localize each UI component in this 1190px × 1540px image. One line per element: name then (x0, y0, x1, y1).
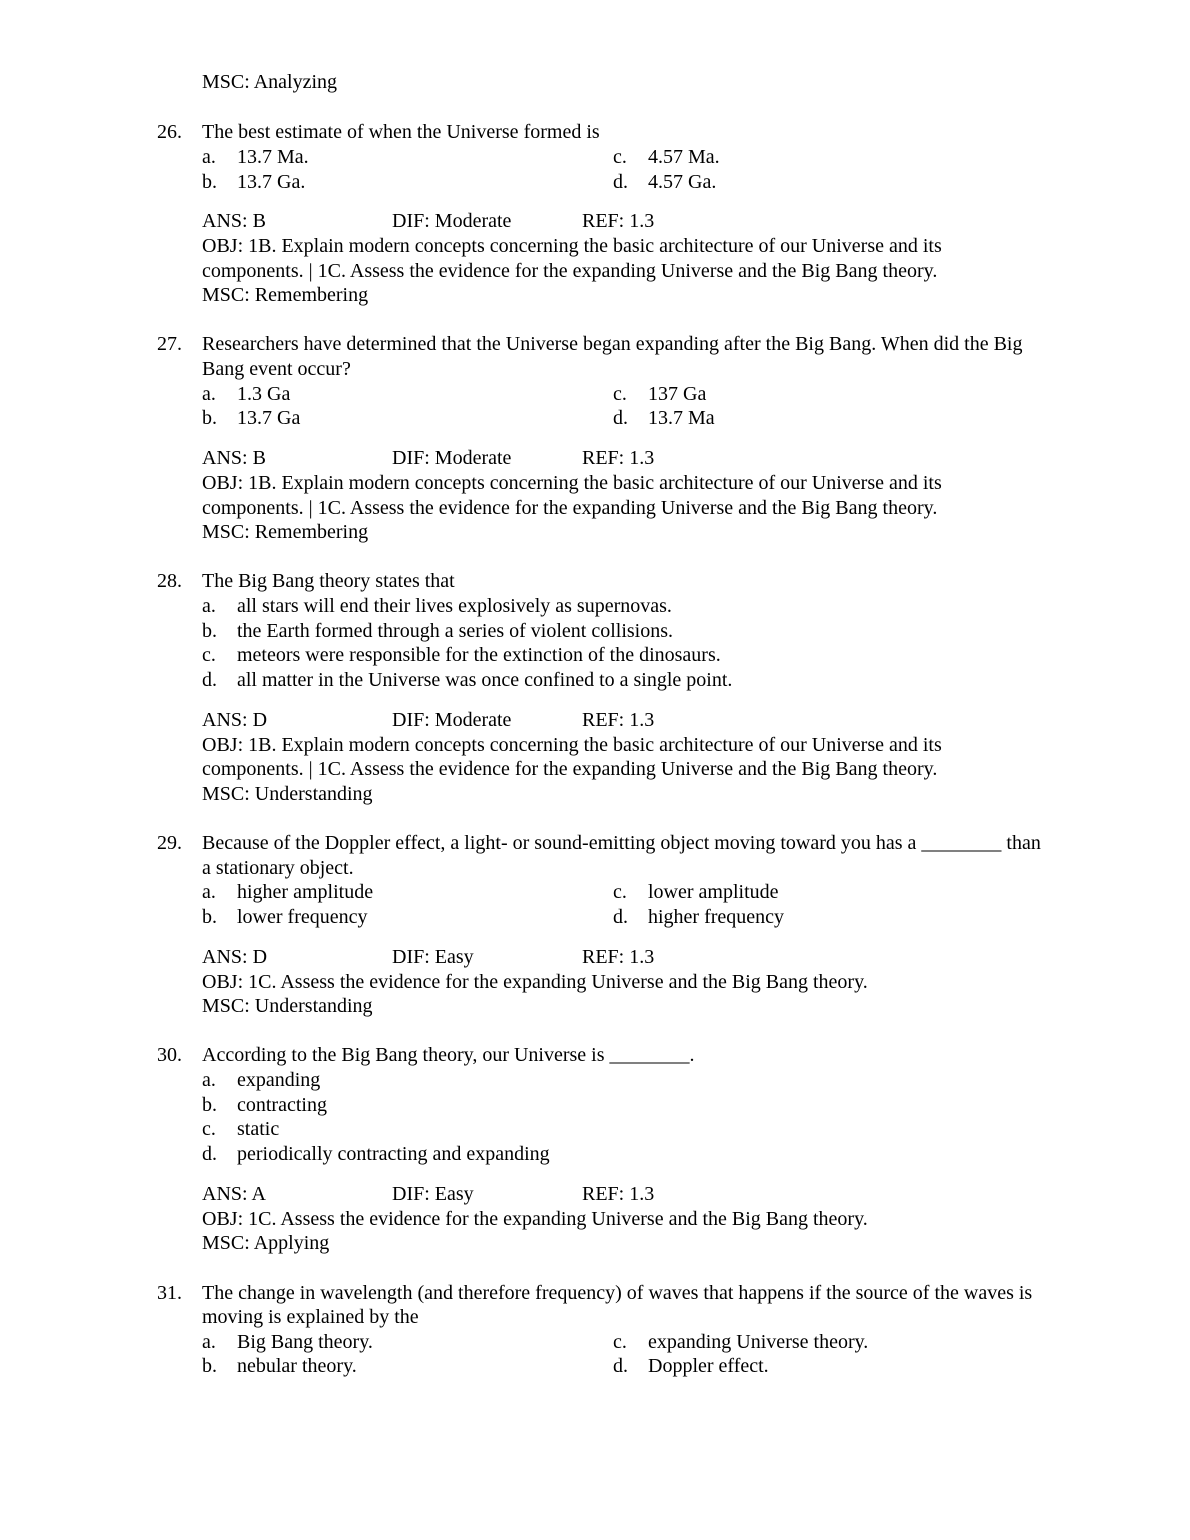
question-stem: According to the Big Bang theory, our Universe is ________. (202, 1044, 695, 1066)
msc: MSC: Applying (202, 1232, 330, 1254)
option-d: d. Doppler effect. (613, 1355, 769, 1377)
option-c: c. 4.57 Ma. (613, 146, 720, 168)
msc: MSC: Remembering (202, 284, 369, 306)
option-c: c. expanding Universe theory. (613, 1331, 869, 1353)
objective-line-2: components. | 1C. Assess the evidence for the expanding Universe and the Big Bang theory. (202, 497, 938, 519)
option-c: c. lower amplitude (613, 881, 779, 903)
reference: REF: 1.3 (582, 946, 655, 968)
option-c: c. 137 Ga (613, 383, 707, 405)
question-stem-line-2: moving is explained by the (202, 1306, 419, 1328)
answer: ANS: A (202, 1183, 266, 1205)
answer: ANS: B (202, 447, 266, 469)
question-number: 29. (157, 832, 182, 854)
objective-line-2: components. | 1C. Assess the evidence for the expanding Universe and the Big Bang theory. (202, 260, 938, 282)
objective-line-1: OBJ: 1C. Assess the evidence for the expanding Universe and the Big Bang theory. (202, 971, 868, 993)
answer: ANS: D (202, 709, 268, 731)
difficulty: DIF: Easy (392, 1183, 474, 1205)
difficulty: DIF: Moderate (392, 210, 512, 232)
msc: MSC: Remembering (202, 521, 369, 543)
difficulty: DIF: Easy (392, 946, 474, 968)
reference: REF: 1.3 (582, 1183, 655, 1205)
option-b: b. 13.7 Ga (202, 407, 301, 429)
option-b: b. lower frequency (202, 906, 368, 928)
difficulty: DIF: Moderate (392, 447, 512, 469)
option-a: a. 13.7 Ma. (202, 146, 309, 168)
question-stem: The best estimate of when the Universe formed is (202, 121, 600, 143)
top-msc: MSC: Analyzing (202, 71, 338, 93)
option-b: b. nebular theory. (202, 1355, 357, 1377)
option-a: a. higher amplitude (202, 881, 374, 903)
objective-line-1: OBJ: 1B. Explain modern concepts concerning the basic architecture of our Universe and its (202, 472, 942, 494)
option-c: c. meteors were responsible for the extinction of the dinosaurs. (202, 644, 721, 666)
option-d: d. 4.57 Ga. (613, 171, 717, 193)
answer: ANS: D (202, 946, 268, 968)
option-d: d. 13.7 Ma (613, 407, 715, 429)
option-a: a. 1.3 Ga (202, 383, 291, 405)
question-number: 26. (157, 121, 182, 143)
option-c: c. static (202, 1118, 280, 1140)
msc: MSC: Understanding (202, 995, 373, 1017)
option-d: d. periodically contracting and expanding (202, 1143, 550, 1165)
question-number: 31. (157, 1282, 182, 1304)
objective-line-1: OBJ: 1B. Explain modern concepts concerning the basic architecture of our Universe and its (202, 235, 942, 257)
question-stem-line-1: Because of the Doppler effect, a light- or sound-emitting object moving toward you has a ________ than (202, 832, 1041, 854)
answer: ANS: B (202, 210, 266, 232)
option-b: b. 13.7 Ga. (202, 171, 306, 193)
option-a: a. all stars will end their lives explosively as supernovas. (202, 595, 672, 617)
question-number: 28. (157, 570, 182, 592)
question-stem-line-1: The change in wavelength (and therefore frequency) of waves that happens if the source of the waves is (202, 1282, 1033, 1304)
option-d: d. higher frequency (613, 906, 785, 928)
question-stem-line-2: a stationary object. (202, 857, 354, 879)
option-b: b. contracting (202, 1094, 327, 1116)
option-b: b. the Earth formed through a series of violent collisions. (202, 620, 674, 642)
reference: REF: 1.3 (582, 447, 655, 469)
objective-line-2: components. | 1C. Assess the evidence for the expanding Universe and the Big Bang theory. (202, 758, 938, 780)
question-stem-line-1: Researchers have determined that the Universe began expanding after the Big Bang. When did the Big (202, 333, 1023, 355)
question-number: 30. (157, 1044, 182, 1066)
msc: MSC: Understanding (202, 783, 373, 805)
question-number: 27. (157, 333, 182, 355)
question-stem-line-2: Bang event occur? (202, 358, 351, 380)
question-stem: The Big Bang theory states that (202, 570, 455, 592)
option-a: a. expanding (202, 1069, 321, 1091)
objective-line-1: OBJ: 1B. Explain modern concepts concerning the basic architecture of our Universe and its (202, 734, 942, 756)
option-d: d. all matter in the Universe was once confined to a single point. (202, 669, 733, 691)
reference: REF: 1.3 (582, 709, 655, 731)
reference: REF: 1.3 (582, 210, 655, 232)
option-a: a. Big Bang theory. (202, 1331, 373, 1353)
difficulty: DIF: Moderate (392, 709, 512, 731)
objective-line-1: OBJ: 1C. Assess the evidence for the expanding Universe and the Big Bang theory. (202, 1208, 868, 1230)
